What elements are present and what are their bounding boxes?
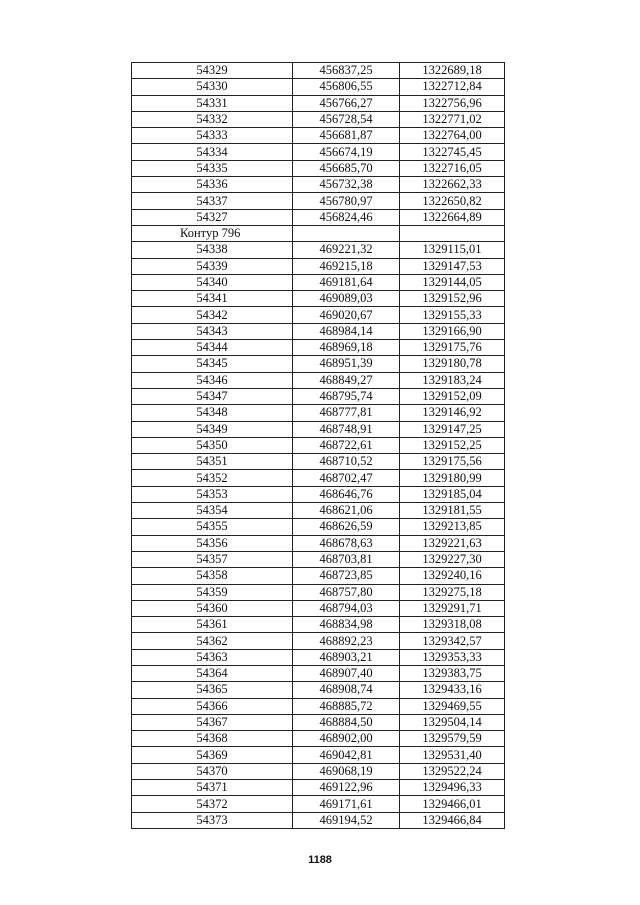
- point-id-cell: 54356: [132, 535, 293, 551]
- y-coordinate-cell: 1322689,18: [400, 63, 505, 79]
- y-coordinate-cell: 1329504,14: [400, 714, 505, 730]
- y-coordinate-cell: 1329291,71: [400, 600, 505, 616]
- point-id-cell: 54370: [132, 763, 293, 779]
- x-coordinate-cell: 469181,64: [293, 274, 400, 290]
- table-row: [132, 356, 505, 372]
- table-row: [132, 731, 505, 747]
- table-row: [132, 780, 505, 796]
- table-row: [132, 470, 505, 486]
- point-id-cell: 54338: [132, 242, 293, 258]
- point-id-cell: 54358: [132, 568, 293, 584]
- y-coordinate-cell: 1329147,25: [400, 421, 505, 437]
- x-coordinate-cell: 468795,74: [293, 388, 400, 404]
- y-coordinate-cell: 1329433,16: [400, 682, 505, 698]
- x-coordinate-cell: 469068,19: [293, 763, 400, 779]
- coordinates-table: [131, 62, 505, 829]
- y-coordinate-cell: 1329175,56: [400, 454, 505, 470]
- table-row: [132, 519, 505, 535]
- y-coordinate-cell: 1322662,33: [400, 177, 505, 193]
- table-row: [132, 763, 505, 779]
- y-coordinate-cell: 1329342,57: [400, 633, 505, 649]
- table-row: [132, 714, 505, 730]
- table-row: [132, 437, 505, 453]
- point-id-cell: 54364: [132, 665, 293, 681]
- point-id-cell: 54327: [132, 209, 293, 225]
- y-coordinate-cell: 1329579,59: [400, 731, 505, 747]
- y-coordinate-cell: 1329180,78: [400, 356, 505, 372]
- x-coordinate-cell: 469020,67: [293, 307, 400, 323]
- x-coordinate-cell: 456674,19: [293, 144, 400, 160]
- table-row: [132, 617, 505, 633]
- x-coordinate-cell: 468849,27: [293, 372, 400, 388]
- page-number: 1188: [308, 854, 332, 866]
- y-coordinate-cell: 1322756,96: [400, 95, 505, 111]
- point-id-cell: 54354: [132, 503, 293, 519]
- x-coordinate-cell: 468703,81: [293, 551, 400, 567]
- point-id-cell: 54331: [132, 95, 293, 111]
- table-row: [132, 454, 505, 470]
- table-row: [132, 388, 505, 404]
- y-coordinate-cell: 1329469,55: [400, 698, 505, 714]
- section-title-cell: Контур 796: [132, 225, 293, 241]
- x-coordinate-cell: 468903,21: [293, 649, 400, 665]
- x-coordinate-cell: 468885,72: [293, 698, 400, 714]
- x-coordinate-cell: 468710,52: [293, 454, 400, 470]
- y-coordinate-cell: 1329466,84: [400, 812, 505, 828]
- x-coordinate-cell: 469042,81: [293, 747, 400, 763]
- empty-cell: [400, 225, 505, 241]
- x-coordinate-cell: 468723,85: [293, 568, 400, 584]
- table-row: [132, 568, 505, 584]
- x-coordinate-cell: 456732,38: [293, 177, 400, 193]
- y-coordinate-cell: 1329152,96: [400, 291, 505, 307]
- table-row: [132, 95, 505, 111]
- y-coordinate-cell: 1329175,76: [400, 340, 505, 356]
- y-coordinate-cell: 1322764,00: [400, 128, 505, 144]
- x-coordinate-cell: 468969,18: [293, 340, 400, 356]
- x-coordinate-cell: 469221,32: [293, 242, 400, 258]
- x-coordinate-cell: 468834,98: [293, 617, 400, 633]
- point-id-cell: 54371: [132, 780, 293, 796]
- point-id-cell: 54367: [132, 714, 293, 730]
- y-coordinate-cell: 1329227,30: [400, 551, 505, 567]
- point-id-cell: 54351: [132, 454, 293, 470]
- x-coordinate-cell: 456824,46: [293, 209, 400, 225]
- y-coordinate-cell: 1329221,63: [400, 535, 505, 551]
- table-row: [132, 193, 505, 209]
- table-row: [132, 323, 505, 339]
- table-row: [132, 535, 505, 551]
- x-coordinate-cell: 468678,63: [293, 535, 400, 551]
- point-id-cell: 54369: [132, 747, 293, 763]
- point-id-cell: 54330: [132, 79, 293, 95]
- table-row: [132, 177, 505, 193]
- point-id-cell: 54363: [132, 649, 293, 665]
- x-coordinate-cell: 456806,55: [293, 79, 400, 95]
- x-coordinate-cell: 469089,03: [293, 291, 400, 307]
- x-coordinate-cell: 456728,54: [293, 111, 400, 127]
- point-id-cell: 54359: [132, 584, 293, 600]
- y-coordinate-cell: 1329466,01: [400, 796, 505, 812]
- empty-cell: [293, 225, 400, 241]
- table-row: [132, 79, 505, 95]
- y-coordinate-cell: 1322712,84: [400, 79, 505, 95]
- point-id-cell: 54362: [132, 633, 293, 649]
- table-row: [132, 747, 505, 763]
- x-coordinate-cell: 469194,52: [293, 812, 400, 828]
- point-id-cell: 54335: [132, 160, 293, 176]
- table-row: [132, 372, 505, 388]
- point-id-cell: 54345: [132, 356, 293, 372]
- y-coordinate-cell: 1329383,75: [400, 665, 505, 681]
- point-id-cell: 54344: [132, 340, 293, 356]
- point-id-cell: 54334: [132, 144, 293, 160]
- y-coordinate-cell: 1329185,04: [400, 486, 505, 502]
- point-id-cell: 54342: [132, 307, 293, 323]
- y-coordinate-cell: 1329147,53: [400, 258, 505, 274]
- table-row: [132, 665, 505, 681]
- table-row: [132, 796, 505, 812]
- table-row: [132, 503, 505, 519]
- x-coordinate-cell: 468794,03: [293, 600, 400, 616]
- x-coordinate-cell: 468951,39: [293, 356, 400, 372]
- x-coordinate-cell: 468892,23: [293, 633, 400, 649]
- x-coordinate-cell: 468907,40: [293, 665, 400, 681]
- point-id-cell: 54339: [132, 258, 293, 274]
- table-row: [132, 405, 505, 421]
- point-id-cell: 54341: [132, 291, 293, 307]
- x-coordinate-cell: 468884,50: [293, 714, 400, 730]
- table-row: [132, 307, 505, 323]
- x-coordinate-cell: 468626,59: [293, 519, 400, 535]
- table-row: [132, 633, 505, 649]
- x-coordinate-cell: 468777,81: [293, 405, 400, 421]
- table-row: [132, 111, 505, 127]
- table-row: [132, 209, 505, 225]
- point-id-cell: 54348: [132, 405, 293, 421]
- point-id-cell: 54373: [132, 812, 293, 828]
- x-coordinate-cell: 468646,76: [293, 486, 400, 502]
- point-id-cell: 54357: [132, 551, 293, 567]
- table-row: [132, 63, 505, 79]
- x-coordinate-cell: 468702,47: [293, 470, 400, 486]
- table-row: [132, 649, 505, 665]
- y-coordinate-cell: 1322771,02: [400, 111, 505, 127]
- coordinates-table-body: [132, 63, 505, 829]
- x-coordinate-cell: 469215,18: [293, 258, 400, 274]
- x-coordinate-cell: 468902,00: [293, 731, 400, 747]
- x-coordinate-cell: 468722,61: [293, 437, 400, 453]
- point-id-cell: 54353: [132, 486, 293, 502]
- y-coordinate-cell: 1329152,09: [400, 388, 505, 404]
- point-id-cell: 54336: [132, 177, 293, 193]
- x-coordinate-cell: 469122,96: [293, 780, 400, 796]
- y-coordinate-cell: 1322664,89: [400, 209, 505, 225]
- x-coordinate-cell: 456685,70: [293, 160, 400, 176]
- y-coordinate-cell: 1329166,90: [400, 323, 505, 339]
- y-coordinate-cell: 1329213,85: [400, 519, 505, 535]
- point-id-cell: 54360: [132, 600, 293, 616]
- point-id-cell: 54346: [132, 372, 293, 388]
- point-id-cell: 54332: [132, 111, 293, 127]
- y-coordinate-cell: 1329144,05: [400, 274, 505, 290]
- point-id-cell: 54352: [132, 470, 293, 486]
- y-coordinate-cell: 1322745,45: [400, 144, 505, 160]
- y-coordinate-cell: 1329146,92: [400, 405, 505, 421]
- table-row: [132, 584, 505, 600]
- x-coordinate-cell: 468984,14: [293, 323, 400, 339]
- y-coordinate-cell: 1329180,99: [400, 470, 505, 486]
- point-id-cell: 54349: [132, 421, 293, 437]
- y-coordinate-cell: 1322716,05: [400, 160, 505, 176]
- x-coordinate-cell: 468757,80: [293, 584, 400, 600]
- table-row: [132, 682, 505, 698]
- y-coordinate-cell: 1329531,40: [400, 747, 505, 763]
- x-coordinate-cell: 468908,74: [293, 682, 400, 698]
- x-coordinate-cell: 456681,87: [293, 128, 400, 144]
- x-coordinate-cell: 468621,06: [293, 503, 400, 519]
- y-coordinate-cell: 1329240,16: [400, 568, 505, 584]
- y-coordinate-cell: 1322650,82: [400, 193, 505, 209]
- y-coordinate-cell: 1329318,08: [400, 617, 505, 633]
- point-id-cell: 54347: [132, 388, 293, 404]
- x-coordinate-cell: 456837,25: [293, 63, 400, 79]
- y-coordinate-cell: 1329152,25: [400, 437, 505, 453]
- table-row: [132, 551, 505, 567]
- table-row: [132, 698, 505, 714]
- table-row: [132, 144, 505, 160]
- table-row: [132, 160, 505, 176]
- x-coordinate-cell: 468748,91: [293, 421, 400, 437]
- table-row: [132, 421, 505, 437]
- y-coordinate-cell: 1329275,18: [400, 584, 505, 600]
- point-id-cell: 54368: [132, 731, 293, 747]
- point-id-cell: 54333: [132, 128, 293, 144]
- point-id-cell: 54355: [132, 519, 293, 535]
- table-row: [132, 600, 505, 616]
- x-coordinate-cell: 456780,97: [293, 193, 400, 209]
- point-id-cell: 54366: [132, 698, 293, 714]
- point-id-cell: 54372: [132, 796, 293, 812]
- y-coordinate-cell: 1329522,24: [400, 763, 505, 779]
- x-coordinate-cell: 469171,61: [293, 796, 400, 812]
- table-row: [132, 486, 505, 502]
- point-id-cell: 54343: [132, 323, 293, 339]
- table-row: [132, 274, 505, 290]
- table-row: [132, 258, 505, 274]
- y-coordinate-cell: 1329115,01: [400, 242, 505, 258]
- point-id-cell: 54365: [132, 682, 293, 698]
- y-coordinate-cell: 1329353,33: [400, 649, 505, 665]
- y-coordinate-cell: 1329181,55: [400, 503, 505, 519]
- table-row: [132, 812, 505, 828]
- point-id-cell: 54350: [132, 437, 293, 453]
- table-row: [132, 128, 505, 144]
- table-row: [132, 242, 505, 258]
- x-coordinate-cell: 456766,27: [293, 95, 400, 111]
- point-id-cell: 54361: [132, 617, 293, 633]
- point-id-cell: 54329: [132, 63, 293, 79]
- table-row: [132, 340, 505, 356]
- point-id-cell: 54340: [132, 274, 293, 290]
- y-coordinate-cell: 1329183,24: [400, 372, 505, 388]
- y-coordinate-cell: 1329155,33: [400, 307, 505, 323]
- point-id-cell: 54337: [132, 193, 293, 209]
- table-row: [132, 291, 505, 307]
- section-header-row: [132, 225, 505, 241]
- y-coordinate-cell: 1329496,33: [400, 780, 505, 796]
